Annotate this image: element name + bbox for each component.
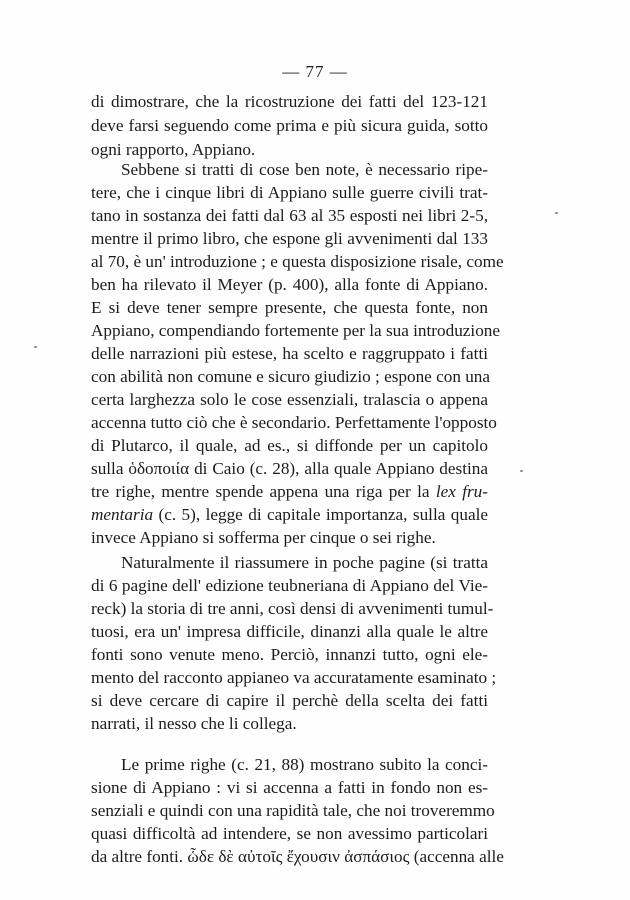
- text-line: da altre fonti. ὧδε δὲ αὐτοῖς ἔχουσιν ἀσπάσιος (accenna alle: [91, 847, 504, 866]
- text-fragment: tre righe, mentre spende appena una riga per la: [91, 482, 436, 501]
- text-line: narrati, il nesso che li collega.: [91, 714, 297, 733]
- text-line: tuosi, era un' impresa difficile, dinanzi alla quale le altre: [91, 622, 488, 641]
- text-line: invece Appiano si sofferma per cinque o sei righe.: [91, 528, 436, 547]
- text-line-italic-end: [91, 482, 488, 502]
- text-line: Le prime righe (c. 21, 88) mostrano subito la conci-: [121, 755, 488, 774]
- text-line: fonti sono venute meno. Perciò, innanzi tutto, ogni ele-: [91, 645, 488, 664]
- text-line: certa larghezza solo le cose essenziali, tralascia o appena: [91, 390, 488, 409]
- text-line: Appiano, compendiando fortemente per la sua introduzione: [91, 321, 501, 340]
- italic-term: mentaria: [91, 505, 154, 524]
- text-line: sione di Appiano : vi si accenna a fatti in fondo non es-: [91, 778, 488, 797]
- italic-term: lex fru-: [435, 482, 488, 501]
- text-line: Naturalmente il riassumere in poche pagine (si tratta: [121, 553, 488, 572]
- text-line: delle narrazioni più estese, ha scelto e raggruppato i fatti: [91, 344, 488, 363]
- text-line: con abilità non comune e sicuro giudizio ; espone con una: [91, 367, 491, 386]
- text-line: tere, che i cinque libri di Appiano sulle guerre civili trat-: [91, 183, 488, 202]
- text-line: E si deve tener sempre presente, che questa fonte, non: [91, 298, 488, 317]
- text-line: ogni rapporto, Appiano.: [91, 140, 256, 159]
- text-line: senziali e quindi con una rapidità tale, che noi troveremmo: [91, 801, 495, 820]
- text-line: accenna tutto ciò che è secondario. Perfettamente l'opposto: [91, 413, 497, 432]
- text-line: ben ha rilevato il Meyer (p. 400), alla fonte di Appiano.: [91, 275, 488, 294]
- text-line: reck) la storia di tre anni, così densi di avvenimenti tumul-: [91, 599, 494, 618]
- print-speck: [34, 346, 37, 348]
- text-line: di Plutarco, il quale, ad es., si diffonde per un capitolo: [91, 436, 488, 455]
- text-line: tano in sostanza dei fatti dal 63 al 35 esposti nei libri 2-5,: [91, 206, 488, 225]
- text-fragment: (c. 5), legge di capitale importanza, sulla quale: [153, 505, 488, 524]
- text-line-italic-start: [91, 505, 488, 525]
- text-line: quasi difficoltà ad intendere, se non avessimo particolari: [91, 824, 488, 843]
- text-line: si deve cercare di capire il perchè della scelta dei fatti: [91, 691, 488, 710]
- print-speck: [520, 470, 523, 472]
- print-speck: [555, 212, 558, 214]
- text-line: mento del racconto appianeo va accuratamente esaminato ;: [91, 668, 497, 687]
- text-line: di 6 pagine dell' edizione teubneriana di Appiano del Vie-: [91, 576, 488, 595]
- text-line: deve farsi seguendo come prima e più sicura guida, sotto: [91, 116, 488, 135]
- text-line: di dimostrare, che la ricostruzione dei fatti del 123-121: [91, 92, 488, 111]
- text-line: sulla ὁδοποιία di Caio (c. 28), alla quale Appiano destina: [91, 459, 488, 478]
- text-line: al 70, è un' introduzione ; e questa disposizione risale, come: [91, 252, 504, 271]
- text-line: mentre il primo libro, che espone gli avvenimenti dal 133: [91, 229, 488, 248]
- page-number: — 77 —: [282, 62, 348, 81]
- text-line: Sebbene si tratti di cose ben note, è necessario ripe-: [121, 160, 488, 179]
